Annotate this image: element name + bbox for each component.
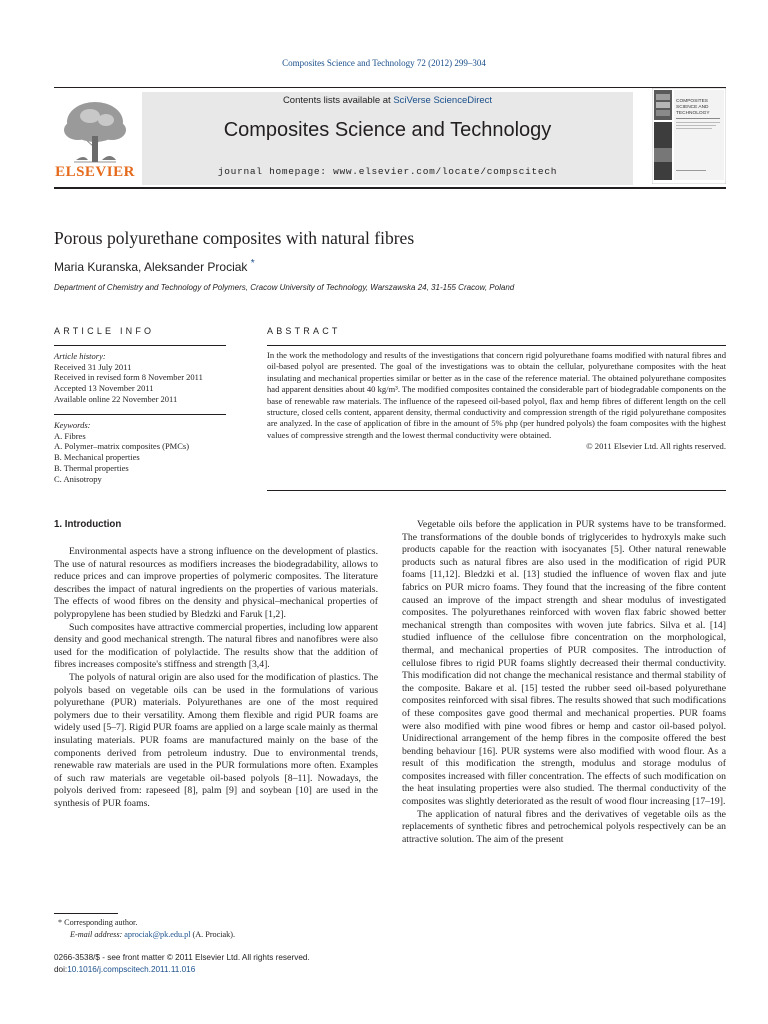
contents-prefix: Contents lists available at — [282, 95, 394, 106]
email-link[interactable]: aprociak@pk.edu.pl — [124, 930, 191, 939]
article-info-heading: ARTICLE INFO — [54, 326, 155, 336]
journal-homepage[interactable]: journal homepage: www.elsevier.com/locate/compscitech — [217, 166, 558, 177]
email-suffix: (A. Prociak). — [192, 930, 236, 939]
footnote-email — [70, 929, 235, 941]
abstract-top-rule — [267, 345, 726, 346]
keyword-item[interactable]: B. Mechanical properties — [54, 452, 140, 463]
keyword-item[interactable]: B. Thermal properties — [54, 462, 129, 473]
abstract-body — [267, 350, 726, 453]
left-column — [54, 546, 378, 810]
header-top-rule — [54, 87, 726, 88]
article-history — [54, 351, 226, 405]
keywords-rule — [54, 414, 226, 415]
cover-title-text: COMPOSITES — [676, 99, 708, 104]
footnote-rule — [54, 913, 118, 914]
authors-text: Maria Kuranska, Aleksander Prociak — [54, 260, 248, 274]
intro-paragraph: The application of natural fibres and the derivatives of vegetable oils as the replacements of synthetic fibres and petrochemical polyols respectively can be an attractive solution. The aim of the present — [402, 808, 726, 845]
svg-text:SCIENCE AND: SCIENCE AND — [676, 105, 709, 110]
history-revised: Received in revised form 8 November 2011 — [54, 372, 203, 383]
doi-prefix: doi: — [54, 964, 68, 974]
intro-paragraph: Such composites have attractive commercial properties, including low apparent density and good mechanical strength. The natural fibres and nanofibres were also used for the modification of polylactide. The results show that the addition of fibres increases composite's stiffness and strength [3,4]. — [54, 621, 378, 671]
article-history-label: Article history: — [54, 351, 106, 361]
doi-line — [54, 964, 310, 976]
email-label: E-mail address: — [70, 930, 123, 939]
abstract-heading: ABSTRACT — [267, 326, 341, 336]
journal-title: Composites Science and Technology — [223, 119, 552, 141]
section-heading-introduction: 1. Introduction — [54, 519, 122, 530]
doi-link[interactable]: 10.1016/j.compscitech.2011.11.016 — [67, 964, 196, 974]
contents-available-line — [142, 95, 633, 106]
author-list — [54, 258, 255, 274]
history-online: Available online 22 November 2011 — [54, 393, 178, 404]
keyword-item[interactable]: A. Polymer–matrix composites (PMCs) — [54, 441, 190, 452]
article-title: Porous polyurethane composites with natural fibres — [54, 228, 415, 248]
keywords-label: Keywords: — [54, 420, 91, 430]
history-received: Received 31 July 2011 — [54, 361, 132, 372]
elsevier-wordmark: ELSEVIER — [55, 164, 135, 180]
intro-paragraph: Environmental aspects have a strong influence on the development of plastics. The use of natural resources as modifiers increases the biodegradability, allows to reduce prices and can improve properties of polymeric composites. The literature describes the impact of natural ingredients on the properties of various materials. The effects of wood fibres on the density and physical–mechanical properties of polypropylene has been studied by Bledzki and Faruk [1,2]. — [54, 546, 378, 620]
abstract-copyright: © 2011 Elsevier Ltd. All rights reserved. — [586, 441, 726, 452]
keywords-list — [54, 420, 226, 484]
author-affiliation: Department of Chemistry and Technology of Polymers, Cracow University of Technology, Warszawska 24, 31-155 Cracow, Poland — [54, 283, 515, 292]
keyword-item[interactable]: A. Fibres — [54, 430, 86, 441]
corresponding-author-mark[interactable]: * — [250, 258, 255, 269]
sciencedirect-link[interactable]: SciVerse ScienceDirect — [393, 95, 493, 106]
front-matter-info — [54, 952, 310, 975]
issn-line: 0266-3538/$ - see front matter © 2011 Elsevier Ltd. All rights reserved. — [54, 953, 310, 962]
right-column — [402, 519, 726, 846]
abstract-text: In the work the methodology and results of the investigations that concern rigid polyurethane foams modified with natural fibres and oil-based polyol are presented. The goal of the investigations was to obtain the cellular, polyurethane composites with the heat insulating and mechanical properties similar or better as in the case of the reference material. The obtained polyurethane composites had apparent densities about 40 kg/m³. The modified composites contained the considerable part of biodegradable components on the base of renewable raw materials. The influence of the rapeseed oil-based polyol, flax and hemp fibres of different length on the cell structure, closed cells content, apparent density, thermal conductivity and compression strength of the rigid polyurethane composites are analyzed. In the case of application of fibre in the amount of 5% php (per hundred polyols) the foam composites with the highest values of compressive strength and the lowest thermal conductivity were obtained. — [267, 350, 726, 440]
journal-citation[interactable]: Composites Science and Technology 72 (2012) 299–304 — [282, 58, 486, 68]
svg-text:TECHNOLOGY: TECHNOLOGY — [676, 111, 710, 116]
intro-paragraph: Vegetable oils before the application in PUR systems have to be transformed. The transformations of the double bonds of triglycerides to hydroxyls make such products capable for the reaction with isocyanates [5]. Other natural renewable products such as natural fibres are also used in the modification of rigid PUR foams [11,12]. Bledzki et al. [13] studied the influence of woven flax and jute fabrics on PUR micro foams. They found that the increasing of the fibre content caused an improve of the impact strength and shear modulus of investigated composites. The polyurethanes reinforced with woven flax fabric showed better mechanical strength than composites with woven jute fabrics. Silva et al. [14] studied influence of the cellulose fibre concentration on the morphological, thermal, and mechanical properties of PUR composites. The introduction of cellulose fibres to rigid PUR foams slightly decreased their thermal conductivity. This modification did not change the mechanical resistance and thermal stability of the composite. Bakare et al. [15] tested the rubber seed oil-based polyurethane composites reinforced with sisal fibres. The results showed that such modifications of these composites gave good thermal and mechanical properties. PUR foams were also modified with pine wood fibres or hemp and castor oil-based polyol. Unidirectional arrangement of the hemp fibres in the composite offered the best bending behaviour [16]. PUR systems were also modified with wood flour. As a result of this modification the strength, modulus and storage modulus of composites increased with filler concentration. The effects of such modification on the heat insulating properties were also studied. The thermal conductivity of the composites was slightly deteriorated as the result of wood flour increasing [17–19]. — [402, 519, 726, 808]
header-bottom-rule — [54, 187, 726, 189]
keyword-item[interactable]: C. Anisotropy — [54, 473, 102, 484]
abstract-bottom-rule — [267, 490, 726, 491]
footnote-corresponding-text: Corresponding author. — [64, 918, 138, 927]
history-accepted: Accepted 13 November 2011 — [54, 383, 154, 394]
journal-cover-thumbnail[interactable] — [652, 88, 726, 184]
footnote-corresponding — [58, 917, 137, 929]
intro-paragraph: The polyols of natural origin are also used for the modification of plastics. The polyols based on vegetable oils can be used in the formulations of various polyurethane (PUR) materials. Polyurethanes are one of the most required polymers due to their versatility. Among them flexible and rigid PUR foams are widely used [5–7]. Rigid PUR foams are applied on a large scale mainly as thermal insulating materials. PUR foams are manufactured mainly on the base of the components derived from petroleum industry. Due to environmental trends, renewable raw materials are used in the PUR formulations more often. Examples of such raw materials are vegetable oil-based polyols [8–11]. Nowadays, the polyols derived from: rapeseed [8], palm [9] and soybean [10] are used in the synthesis of PUR foams. — [54, 671, 378, 809]
footnote-mark: * — [58, 918, 63, 927]
article-info-rule — [54, 345, 226, 346]
